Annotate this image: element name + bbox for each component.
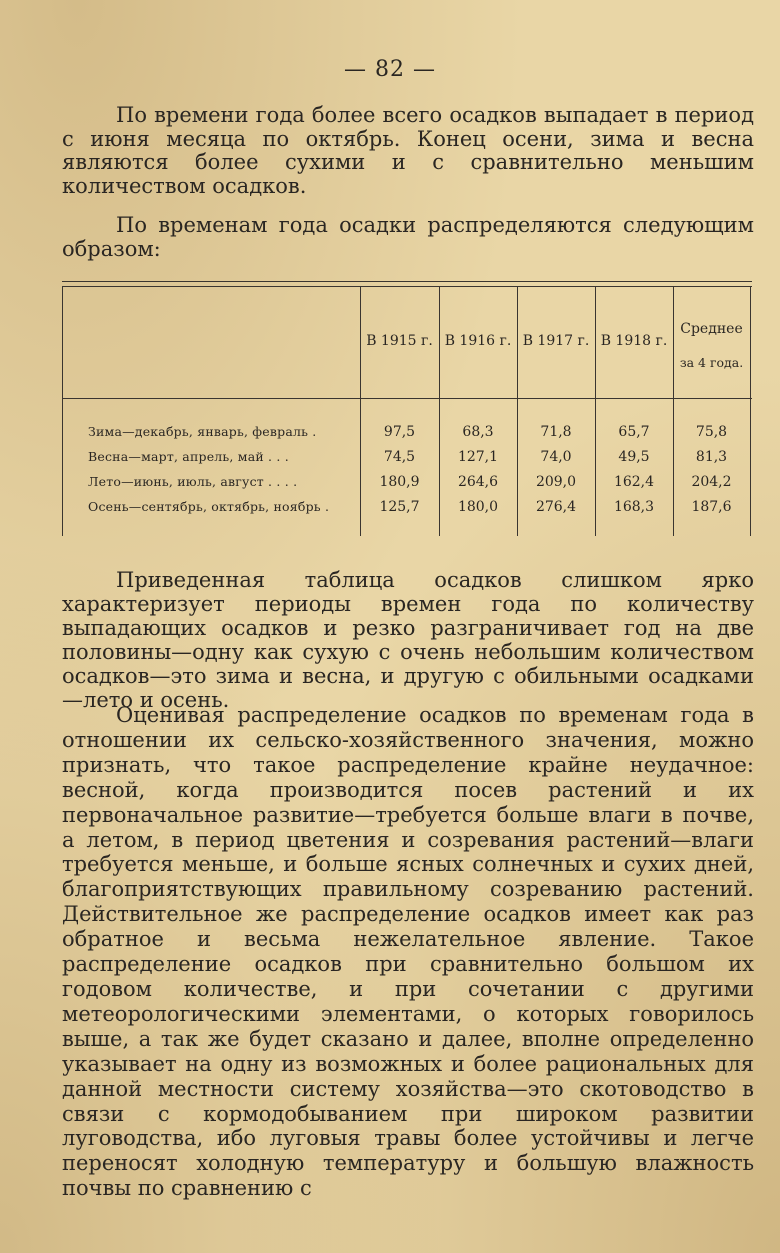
cell-autumn-1916: 180,0 [457, 499, 499, 515]
cell-winter-1917: 71,8 [540, 424, 572, 440]
header-1915: В 1915 г. [366, 333, 433, 349]
cell-winter-average: 75,8 [695, 424, 728, 440]
paragraph-3 [62, 568, 754, 712]
row-label-spring: Весна—март, апрель, май . . . [88, 449, 289, 464]
cell-summer-1917: 209,0 [535, 474, 577, 490]
cell-spring-average: 81,3 [695, 449, 728, 465]
cell-spring-1916: 127,1 [457, 449, 499, 465]
paragraph-3-text: Приведенная таблица осадков слишком ярко характеризует периоды времен года по количеству выпадающих осадков и резко разграничивает год на две половины—одну как сухую с очень небольшим количеством осадков—это зима и весна, и другую с обильными осадками—лето и осень. [62, 568, 754, 712]
cell-autumn-1917: 276,4 [535, 499, 577, 515]
cell-winter-1916: 68,3 [462, 424, 494, 440]
row-label-summer: Лето—июнь, июль, август . . . . [88, 474, 298, 489]
cell-autumn-1915: 125,7 [379, 499, 420, 515]
table-right-border [750, 286, 751, 536]
paragraph-4-text: Оценивая распределение осадков по временам года в отношении их сельско-хозяйственного значения, можно признать, что такое распределение крайне неудачное: весной, когда производится посев растений и их первоначальное развитие—требуется больше влаги в почве, а летом, в период цветения и созревания растений—влаги требуется меньше, и больше ясных солнечных и сухих дней, благоприятствующих правильному созреванию растений. Действительное же распределение осадков имеет как раз обратное и весьма нежелательное явление. Такое распределение осадков при сравнительно большом их годовом количестве, и при сочетании с другими метеорологическими элементами, о которых говорилось выше, а так же будет сказано и далее, вполне определенно указывает на одну из возможных и более рациональных для данной местности систему хозяйства—это скотоводство в связи с кормодобыванием при широком развитии луговодства, ибо луговыя травы более устойчивы и легче переносят холодную температуру и большую влажность почвы по сравнению с [62, 703, 754, 1201]
header-1917: В 1917 г. [522, 333, 590, 349]
cell-spring-1918: 49,5 [618, 449, 650, 465]
cell-summer-1918: 162,4 [613, 474, 655, 490]
cell-winter-1918: 65,7 [618, 424, 650, 440]
paragraph-2-text: По временам года осадки распределяются следующим образом: [62, 213, 754, 261]
cell-spring-1917: 74,0 [540, 449, 572, 465]
header-average: Среднее [680, 321, 743, 337]
cell-winter-1915: 97,5 [383, 424, 416, 440]
table-top-rule [62, 281, 752, 282]
cell-summer-1916: 264,6 [457, 474, 499, 490]
cell-autumn-average: 187,6 [691, 499, 732, 515]
cell-summer-average: 204,2 [691, 474, 732, 490]
cell-autumn-1918: 168,3 [613, 499, 655, 515]
paragraph-1 [62, 104, 754, 198]
table-header-rule [62, 398, 752, 399]
paragraph-4 [62, 703, 754, 1201]
cell-spring-1915: 74,5 [383, 449, 416, 465]
header-1916: В 1916 г. [444, 333, 512, 349]
precipitation-table [62, 281, 752, 543]
row-label-autumn: Осень—сентябрь, октябрь, ноябрь . [88, 499, 330, 514]
paragraph-1-text: По времени года более всего осадков выпадает в период с июня месяца по октябрь. Конец осени, зима и весна являются более сухими и с сравнительно меньшим количеством осадков. [62, 103, 754, 198]
header-1918: В 1918 г. [600, 333, 668, 349]
cell-summer-1915: 180,9 [379, 474, 420, 490]
row-label-winter: Зима—декабрь, январь, февраль . [88, 424, 317, 439]
table-left-border [62, 286, 63, 536]
paragraph-2 [62, 214, 754, 261]
page-number: — 82 — [344, 57, 436, 82]
table-top-rule-thin [62, 286, 752, 287]
header-average-period: за 4 года. [679, 355, 744, 370]
